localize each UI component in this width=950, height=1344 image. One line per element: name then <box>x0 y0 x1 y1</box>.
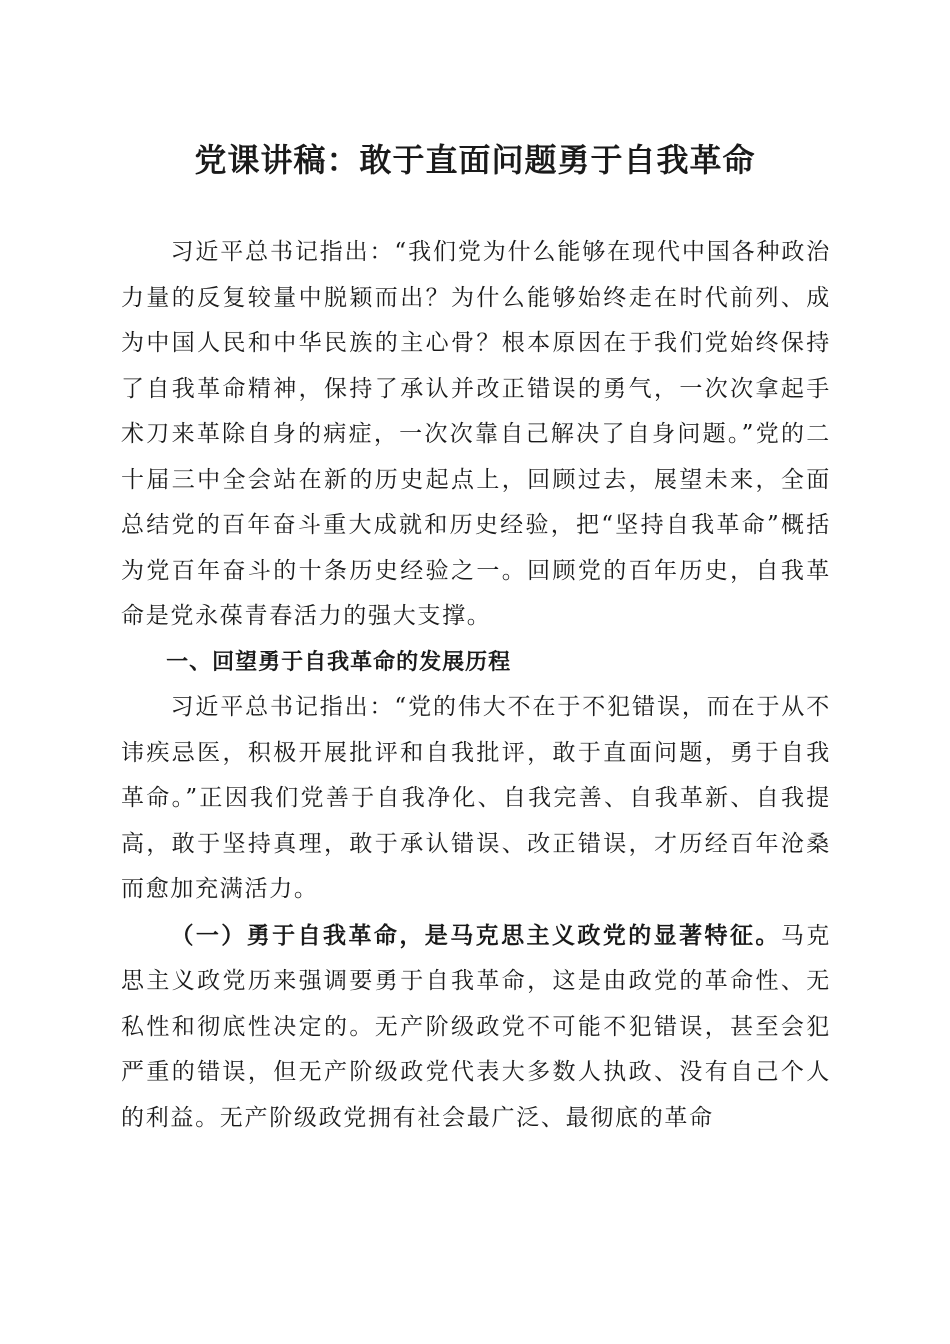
subsection-text: 马克思主义政党历来强调要勇于自我革命，这是由政党的革命性、无私性和彻底性决定的。无产阶级政党不可能不犯错误，甚至会犯严重的错误，但无产阶级政党代表大多数人执政、没有自己个人的利益。无产阶级政党拥有社会最广泛、最彻底的革命 <box>121 922 831 1131</box>
paragraph-intro: 习近平总书记指出：“我们党为什么能够在现代中国各种政治力量的反复较量中脱颖而出？为什么能够始终走在时代前列、成为中国人民和中华民族的主心骨？根本原因在于我们党始终保持了自我革命精神，保持了承认并改正错误的勇气，一次次拿起手术刀来革除自身的病症，一次次靠自己解决了自身问题。”党的二十届三中全会站在新的历史起点上，回顾过去，展望未来，全面总结党的百年奋斗重大成就和历史经验，把“坚持自我革命”概括为党百年奋斗的十条历史经验之一。回顾党的百年历史，自我革命是党永葆青春活力的强大支撑。 <box>121 239 831 629</box>
paragraph-subsection-1 <box>121 913 831 1142</box>
subsection-lead: （一）勇于自我革命，是马克思主义政党的显著特征。 <box>170 921 781 949</box>
section-heading-1: 一、回望勇于自我革命的发展历程 <box>166 649 512 675</box>
document-title: 党课讲稿：敢于直面问题勇于自我革命 <box>194 141 756 179</box>
document-body <box>121 230 831 1141</box>
paragraph-section-1-intro: 习近平总书记指出：“党的伟大不在于不犯错误，而在于从不讳疾忌医，积极开展批评和自我批评，敢于直面问题，勇于自我革命。”正因我们党善于自我净化、自我完善、自我革新、自我提高，敢于坚持真理，敢于承认错误、改正错误，才历经百年沧桑而愈加充满活力。 <box>121 694 831 902</box>
